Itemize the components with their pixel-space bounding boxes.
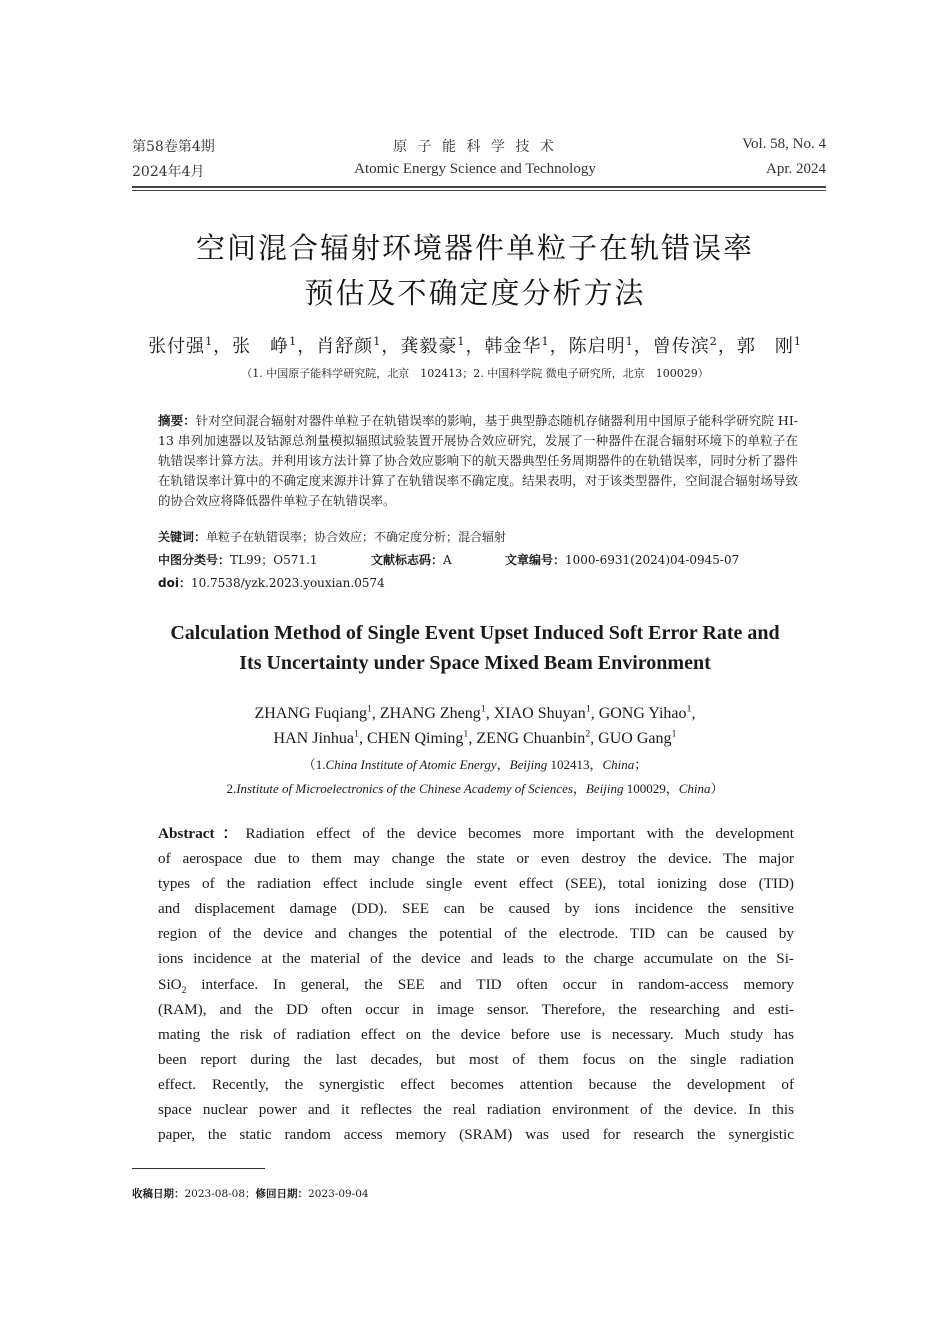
authors-en-line2: HAN Jinhua$^1$, CHEN Qiming$^1$, ZENG Chuanbin$^2$, GUO Gang$^1$ (273, 728, 677, 747)
author-en: ZENG Chuanbin$^2$ (476, 728, 591, 747)
volume-issue-en: Vol. 58, No. 4 (742, 136, 826, 152)
abstract-en-line: Abstract：Radiation effect of the device becomes more important with the development (158, 825, 795, 842)
clc: 中图分类号：TL99；O571.1 (158, 553, 318, 567)
abstract-en-line: effect. Recently, the synergistic effect becomes attention because the development of (158, 1075, 794, 1093)
author-en: GONG Yihao$^1$ (598, 703, 692, 722)
doi[interactable]: doi：10.7538/yzk.2023.youxian.0574 (158, 576, 385, 590)
abstract-cn-label: 摘要： (158, 413, 196, 428)
abstract-en-line: ions incidence at the material of the device and leads to the charge accumulate on the Si- (158, 950, 794, 968)
footnote-rule (132, 1168, 265, 1169)
title-en-line2: Its Uncertainty under Space Mixed Beam Environment (239, 652, 711, 674)
author-en: GUO Gang$^1$ (598, 728, 677, 747)
abstract-cn-text: 针对空间混合辐射对器件单粒子在轨错误率的影响，基于典型静态随机存储器利用中国原子能科学研究院 HI-13 串列加速器以及钴源总剂量模拟辐照试验装置开展协合效应研究，发展了一种器件在混合辐射环境下的单粒子在轨错误率计算方法。并利用该方法计算了协合效应影响下的航天器典型任务周期器件的在轨错误率，同时分析了器件在轨错误率计算中的不确定度来源并计算了在轨错误率不确定度。结果表明，对于该类型器件，空间混合辐射场导致的协合效应将降低器件单粒子在轨错误率。 (158, 413, 798, 509)
authors-cn: 张付强$^1$，张 峥$^1$，肖舒颜$^1$，龚毅豪$^1$，韩金华$^1$，陈启明$^1$，曾传滨$^2$，郭 刚$^1$ (148, 335, 802, 357)
author-cn: 曾传滨$^2$ (652, 335, 718, 357)
abstract-en-line: types of the radiation effect include single event effect (SEE), total ionizing dose (TID) (158, 875, 794, 893)
author-en: XIAO Shuyan$^1$ (493, 703, 591, 722)
abstract-en-label: Abstract： (158, 825, 246, 842)
author-cn: 肖舒颜$^1$ (316, 335, 382, 357)
abstract-en-line: mating the risk of radiation effect on the device before use is necessary. Much study has (158, 1025, 794, 1043)
abstract-en-line: space nuclear power and it reflectes the real radiation environment of the device. In this (158, 1101, 794, 1119)
abstract-en (158, 821, 794, 1147)
affiliation-en-2: 2.Institute of Microelectronics of the Chinese Academy of Sciences，Beijing 100029，China） (226, 781, 724, 796)
authors-en-line1: ZHANG Fuqiang$^1$, ZHANG Zheng$^1$, XIAO Shuyan$^1$, GONG Yihao$^1$, (254, 703, 696, 722)
author-cn: 张 峥$^1$ (232, 335, 298, 357)
abstract-en-line: and displacement damage (DD). SEE can be caused by ions incidence the sensitive (158, 900, 794, 918)
title-en-line1: Calculation Method of Single Event Upset Induced Soft Error Rate and (170, 622, 780, 644)
classification-row (158, 551, 740, 568)
date-en: Apr. 2024 (766, 161, 826, 177)
doc-code: 文献标志码：A (371, 553, 452, 567)
abstract-en-line: of aerospace due to them may change the state or even destroy the device. The major (158, 850, 794, 868)
keywords-cn: 关键词：单粒子在轨错误率；协合效应；不确定度分析；混合辐射 (158, 530, 507, 544)
abstract-en-line: paper, the static random access memory (SRAM) was used for research the synergistic (158, 1126, 794, 1144)
date-cn: 2024年4月 (132, 164, 205, 180)
journal-name-cn: 原 子 能 科 学 技 术 (393, 139, 557, 155)
author-en: ZHANG Zheng$^1$ (379, 703, 486, 722)
article-number: 文章编号：1000-6931(2024)04-0945-07 (505, 553, 740, 567)
header-rule (132, 186, 826, 188)
author-en: HAN Jinhua$^1$ (273, 728, 359, 747)
affiliations-cn: （1. 中国原子能科学研究院，北京 102413；2. 中国科学院 微电子研究所，北京 100029） (241, 367, 709, 380)
title-cn-line1: 空间混合辐射环境器件单粒子在轨错误率 (195, 231, 754, 265)
author-cn: 韩金华$^1$ (484, 335, 550, 357)
title-cn-line2: 预估及不确定度分析方法 (304, 276, 646, 310)
author-cn: 龚毅豪$^1$ (400, 335, 466, 357)
footnote-dates: 收稿日期：2023-08-08；修回日期：2023-09-04 (132, 1188, 369, 1200)
author-en: CHEN Qiming$^1$ (366, 728, 469, 747)
journal-name-en: Atomic Energy Science and Technology (354, 161, 596, 177)
author-en: ZHANG Fuqiang$^1$ (254, 703, 372, 722)
author-cn: 陈启明$^1$ (568, 335, 634, 357)
abstract-en-line: been report during the last decades, but most of them focus on the single radiation (158, 1050, 794, 1068)
abstract-en-line: (RAM), and the DD often occur in image sensor. Therefore, the researching and esti- (158, 1000, 794, 1018)
author-cn: 郭 刚$^1$ (736, 335, 802, 357)
abstract-cn (158, 411, 798, 511)
affiliation-en-1: （1.China Institute of Atomic Energy，Beijing 102413，China； (302, 757, 648, 772)
abstract-en-line: region of the device and changes the potential of the electrode. TID can be caused by (158, 925, 794, 943)
abstract-en-line: SiO$_2$ interface. In general, the SEE and TID often occur in random-access memory (158, 975, 794, 996)
volume-issue-cn: 第58卷第4期 (132, 139, 215, 155)
header-rule-thin (132, 190, 826, 191)
author-cn: 张付强$^1$ (148, 335, 214, 357)
